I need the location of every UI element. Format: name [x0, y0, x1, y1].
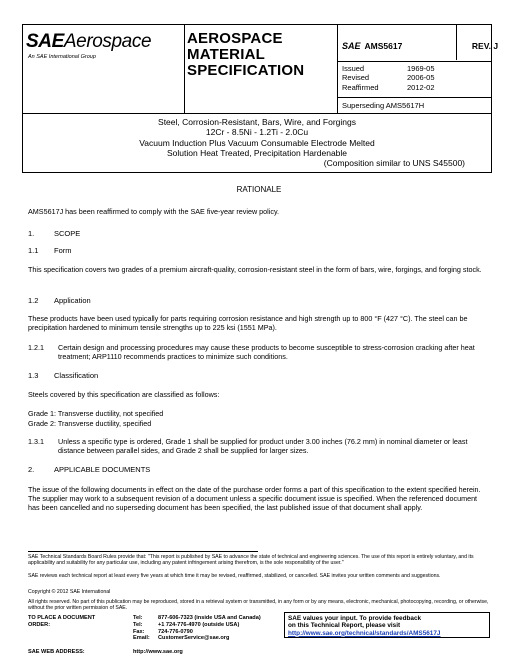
- header-table: [22, 24, 499, 114]
- footer-rights: All rights reserved. No part of this publication may be reproduced, stored in a retrieval system or transmitted, in any form or by any means, electronic, mechanical, photocopying, recording, or otherwise, without the prior written permission of SAE.: [28, 599, 489, 612]
- footer-copyright: Copyright © 2012 SAE International: [28, 589, 111, 595]
- subparagraph: 1.2.1 Certain design and processing procedures may cause these products to become susceptible to stress-corrosion cracking after heat treatment; ARP1110 recommends practices to minimize such conditions.: [28, 343, 475, 361]
- grade-item: Grade 1: Transverse ductility, not specified: [28, 409, 164, 418]
- section-heading: 1. SCOPE: [28, 229, 81, 238]
- paragraph: This specification covers two grades of a premium aircraft-quality, corrosion-resistant steel in the form of bars, wire, forgings, and forging stock.: [28, 265, 482, 274]
- sae-mark-icon: SAE: [342, 41, 361, 51]
- subparagraph: 1.3.1 Unless a specific type is ordered, Grade 1 shall be supplied for product under 3.00 inches (76.2 mm) in nominal diameter or least distance between parallel sides, and Grade 2 shall be supplied for larger sizes.: [28, 437, 468, 455]
- feedback-box: SAE values your input. To provide feedback on this Technical Report, please visit http://www.sae.org/technical/standards/AMS5617J: [284, 612, 490, 638]
- header-divider: [337, 25, 338, 113]
- subject-block: Steel, Corrosion-Resistant, Bars, Wire, and Forgings 12Cr - 8.5Ni - 1.2Ti - 2.0Cu Vacuum Induction Plus Vacuum Consumable Electrode Melted Solution Heat Treated, Precipitation Hardenable (Composition similar to UNS S45500): [22, 114, 492, 173]
- section-heading: 1.3 Classification: [28, 371, 99, 380]
- sae-aerospace-logo: SAEAerospace An SAE International Group: [26, 31, 152, 60]
- revision-label: REV. J: [471, 41, 499, 51]
- feedback-link[interactable]: http://www.sae.org/technical/standards/AMS5617J: [288, 629, 441, 637]
- sae-web-link[interactable]: http://www.sae.org: [133, 649, 183, 655]
- paragraph: The issue of the following documents in effect on the date of the purchase order forms a part of this specification to the extent specified herein. The supplier may work to a subsequent revision of a document unless a specific document issue is specified. When the referenced document has been cancelled and no superseding document has been specified, the last published issue of that document shall apply.: [28, 485, 481, 512]
- section-heading: 1.1 Form: [28, 246, 72, 255]
- superseding-note: Superseding AMS5617H: [342, 101, 425, 110]
- footer-note: SAE reviews each technical report at least every five years at which time it may be revised, reaffirmed, stabilized, or cancelled. SAE invites your written comments and suggestions.: [28, 573, 441, 579]
- footer-separator: [28, 551, 258, 552]
- email-link[interactable]: CustomerService@sae.org: [158, 635, 230, 642]
- header-divider: [456, 25, 457, 60]
- document-page: SAEAerospace An SAE International Group AEROSPACE MATERIAL SPECIFICATION SAE AMS5617 REV. J Issued 1969-05 Revised 2006-05 Reaffirmed 2012-02 Superseding AMS5617H Steel, Corrosion-Resistant, Bars, Wire, and Forgings 12Cr - 8.5Ni - 1.2Ti - 2.0Cu Vacuum Induction Plus Vacuum Consumable Electrode Melted Solution Heat Treated, Precipitation Hardenable (Composition similar to UNS S45500) RATIONALE AMS5617J has been reaffirmed to comply with the SAE five-year review policy. 1. SCOPE 1.1 Form This specification covers two grades of a premium aircraft-quality, corrosion-resistant steel in the form of bars, wire, forgings, and forging stock. 1.2 Application These products have been used typically for parts requiring corrosion resistance and high strength up to 800 °F (427 °C). The steel can be precipitation hardened to minimum tensile strengths up to 225 ksi (1551 MPa). 1.2.1 Certain design and processing procedures may cause these products to become susceptible to stress-corrosion cracking after heat treatment; ARP1110 recommends practices to minimize such conditions. 1.3 Classification Steels covered by this specification are classified as follows: Grade 1: Transverse ductility, not specified Grade 2: Transverse ductility, specified 1.3.1 Unless a specific type is ordered, Grade 1 shall be supplied for product under 3.00 inches (76.2 mm) in nominal diameter or least distance between parallel sides, and Grade 2 shall be supplied for larger sizes. 2. APPLICABLE DOCUMENTS The issue of the following documents in effect on the date of the purchase order forms a part of this specification to the extent specified herein. The supplier may work to a subsequent revision of a document unless a specific document issue is specified. When the referenced document has been cancelled and no superseding document has been specified, the last published issue of that document shall apply. SAE Technical Standards Board Rules provide that: "This report is published by SAE to advance the state of technical and engineering sciences. The use of this report is entirely voluntary, and its applicability and suitability for any particular use, including any patent infringement arising therefrom, is the sole responsibility of the user." SAE reviews each technical report at least every five years at which time it may be revised, reaffirmed, stabilized, or cancelled. SAE invites your written comments and suggestions. Copyright © 2012 SAE International All rights reserved. No part of this publication may be reproduced, stored in a retrieval system or transmitted, in any form or by any means, electronic, mechanical, photocopying, recording, or otherwise, without the prior written permission of SAE. TO PLACE A DOCUMENT ORDER: Tel: 877-606-7323 (inside USA and Canada) Tel: +1 724-776-4970 (outside USA) Fax: 724-776-0790 Email: CustomerService@sae.org SAE WEB ADDRESS: http://www.sae.org SAE values your input. To provide feedback on this Technical Report, please visit http://www.sae.org/technical/standards/AMS5617J: [0, 0, 510, 660]
- footer-note: SAE Technical Standards Board Rules provide that: "This report is published by SAE to advance the state of technical and engineering sciences. The use of this report is entirely voluntary, and its applicability and suitability for any particular use, including any patent infringement arising therefrom, is the sole responsibility of the user.": [28, 554, 474, 567]
- grade-item: Grade 2: Transverse ductility, specified: [28, 419, 152, 428]
- document-number: SAE AMS5617: [342, 41, 403, 51]
- paragraph: Steels covered by this specification are classified as follows:: [28, 390, 220, 399]
- section-heading: 2. APPLICABLE DOCUMENTS: [28, 465, 151, 474]
- paragraph: These products have been used typically for parts requiring corrosion resistance and high strength up to 800 °F (427 °C). The steel can be precipitation hardened to minimum tensile strengths up to 225 ksi (1551 MPa).: [28, 314, 468, 332]
- document-type-title: AEROSPACE MATERIAL SPECIFICATION: [187, 30, 305, 79]
- date-history: Issued 1969-05 Revised 2006-05 Reaffirmed 2012-02: [342, 64, 435, 92]
- rationale-heading: RATIONALE: [236, 185, 282, 194]
- section-heading: 1.2 Application: [28, 296, 91, 305]
- rationale-text: AMS5617J has been reaffirmed to comply with the SAE five-year review policy.: [28, 207, 280, 216]
